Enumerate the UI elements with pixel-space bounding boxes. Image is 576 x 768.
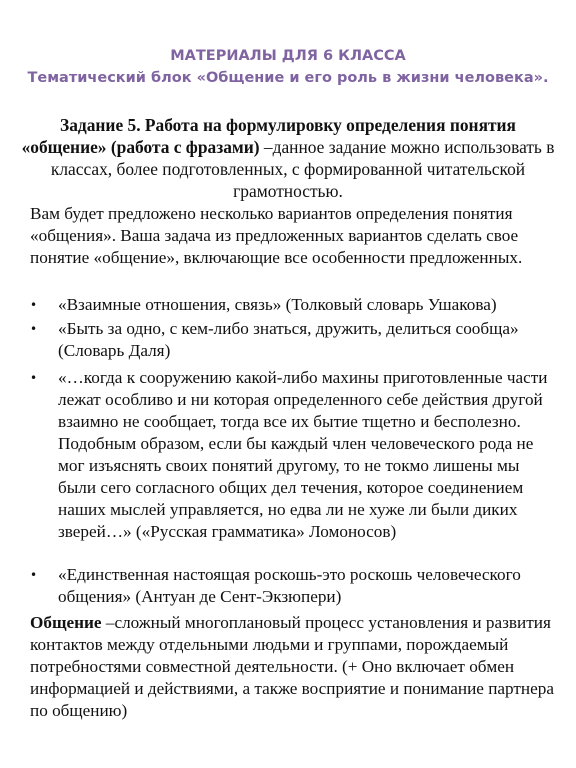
bullet-icon: • [30, 568, 38, 582]
task-paragraph [20, 114, 556, 202]
header-subtitle: Тематический блок «Общение и его роль в жизни человека». [27, 70, 549, 86]
definition-text: –сложный многоплановый процесс установления и развития контактов между отдельными людьми и группами, порождаемый потребностями совместной деятельности. (+ Оно включает обмен информацией и действиями, а также восприятие и понимание партнера по общению) [30, 613, 554, 720]
list-item-text: «Взаимные отношения, связь» (Толковый словарь Ушакова) [58, 295, 497, 314]
list-item-text: «Быть за одно, с кем-либо знаться, дружить, делиться сообща» (Словарь Даля) [58, 319, 519, 360]
intro-paragraph: Вам будет предложено несколько вариантов определения понятия «общения». Ваша задача из предложенных вариантов сделать свое понятие «общение», включающие все особенности предложенных. [30, 204, 523, 267]
task-title: Задание 5. Работа на формулировку определения понятия «общение» (работа с фразами) [21, 115, 516, 157]
task-description: –данное задание можно использовать в классах, более подготовленных, с формированной читательской грамотностью. [50, 137, 555, 201]
bullet-icon: • [30, 371, 38, 385]
bullet-icon: • [30, 298, 38, 312]
bullet-icon: • [30, 322, 38, 336]
header-title: МАТЕРИАЛЫ ДЛЯ 6 КЛАССА [170, 48, 406, 64]
list-item-text: «…когда к сооружению какой-либо махины приготовленные части лежат особливо и ни которая определенного себе действия другой взаимно не сообщает, тогда все их бытие тщетно и бесполезно. Подобным образом, если бы каждый член человеческого рода не мог изъяснять своих понятий другому, то не токмо лишены мы были сего согласного общих дел течения, которое соединением наших мыслей управляется, но едва ли не хуже ли были диких зверей…» («Русская грамматика» Ломоносов) [58, 368, 548, 541]
list-item-text: «Единственная настоящая роскошь-это роскошь человеческого общения» (Антуан де Сент-Экзюпери) [58, 565, 521, 606]
definition-term: Общение [30, 613, 102, 632]
definition-paragraph [30, 612, 560, 722]
